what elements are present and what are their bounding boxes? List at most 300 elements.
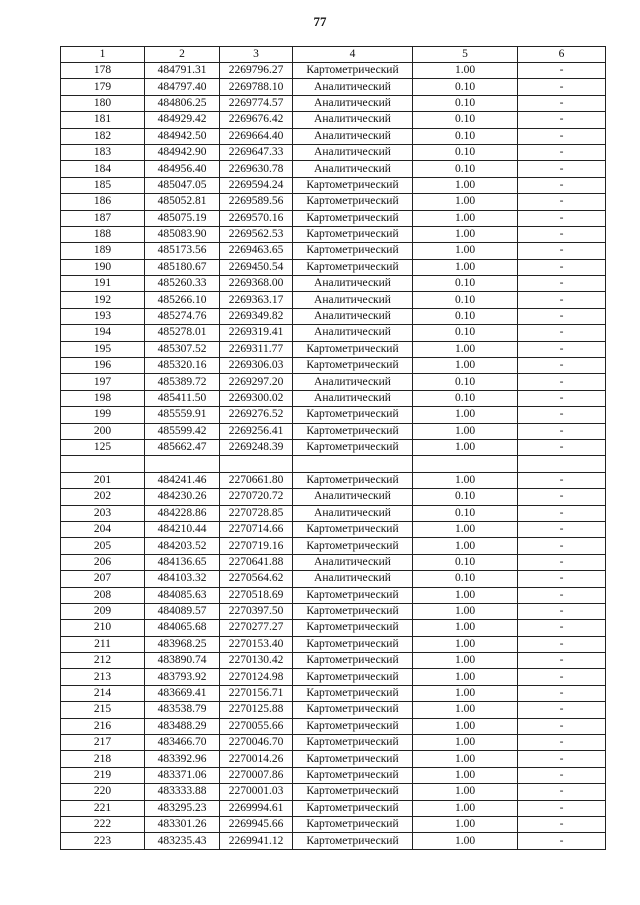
table-cell: 2270125.88 bbox=[220, 702, 293, 718]
table-cell: - bbox=[518, 685, 606, 701]
table-cell: - bbox=[518, 521, 606, 537]
table-cell: 195 bbox=[61, 341, 145, 357]
table-cell: Аналитический bbox=[293, 489, 413, 505]
table-cell: 0.10 bbox=[413, 505, 518, 521]
table-cell: 1.00 bbox=[413, 669, 518, 685]
table-cell: 212 bbox=[61, 653, 145, 669]
table-row bbox=[61, 79, 606, 95]
table-cell: 0.10 bbox=[413, 128, 518, 144]
table-cell: 2270720.72 bbox=[220, 489, 293, 505]
table-row bbox=[61, 538, 606, 554]
table-cell: - bbox=[518, 161, 606, 177]
table-cell: 0.10 bbox=[413, 144, 518, 160]
table-cell: 484089.57 bbox=[145, 603, 220, 619]
table-cell: 2269994.61 bbox=[220, 800, 293, 816]
table-cell: Аналитический bbox=[293, 292, 413, 308]
table-cell: 0.10 bbox=[413, 112, 518, 128]
table-cell: 484136.65 bbox=[145, 554, 220, 570]
table-cell: 2269796.27 bbox=[220, 63, 293, 79]
table-cell: 1.00 bbox=[413, 718, 518, 734]
table-cell: - bbox=[518, 702, 606, 718]
table-cell: - bbox=[518, 751, 606, 767]
table-row bbox=[61, 358, 606, 374]
table-cell: - bbox=[518, 505, 606, 521]
table-cell: Картометрический bbox=[293, 767, 413, 783]
table-cell: - bbox=[518, 833, 606, 849]
table-cell: 0.10 bbox=[413, 276, 518, 292]
table-cell: 1.00 bbox=[413, 63, 518, 79]
table-cell: 1.00 bbox=[413, 800, 518, 816]
table-cell: Аналитический bbox=[293, 554, 413, 570]
table-row bbox=[61, 161, 606, 177]
table-cell: 2269248.39 bbox=[220, 439, 293, 455]
table-header-row bbox=[61, 47, 606, 63]
table-row bbox=[61, 587, 606, 603]
table-row bbox=[61, 325, 606, 341]
table-cell: Картометрический bbox=[293, 259, 413, 275]
table-cell: - bbox=[518, 390, 606, 406]
table-cell: - bbox=[518, 292, 606, 308]
table-cell: 483371.06 bbox=[145, 767, 220, 783]
table-cell: 1.00 bbox=[413, 603, 518, 619]
table-cell: 1.00 bbox=[413, 243, 518, 259]
table-cell: 484230.26 bbox=[145, 489, 220, 505]
table-cell: 485559.91 bbox=[145, 407, 220, 423]
table-cell: - bbox=[518, 423, 606, 439]
table-cell: - bbox=[518, 177, 606, 193]
table-cell: 180 bbox=[61, 95, 145, 111]
table-row bbox=[61, 800, 606, 816]
table-cell: - bbox=[518, 341, 606, 357]
table-cell: 188 bbox=[61, 226, 145, 242]
table-cell: 2269368.00 bbox=[220, 276, 293, 292]
table-cell: 483669.41 bbox=[145, 685, 220, 701]
table-cell: 1.00 bbox=[413, 587, 518, 603]
table-cell: - bbox=[518, 767, 606, 783]
table-cell: 485266.10 bbox=[145, 292, 220, 308]
table-cell: 192 bbox=[61, 292, 145, 308]
table-cell: Аналитический bbox=[293, 571, 413, 587]
table-cell: Картометрический bbox=[293, 63, 413, 79]
table-cell: 204 bbox=[61, 521, 145, 537]
table-cell: - bbox=[518, 538, 606, 554]
table-cell: 0.10 bbox=[413, 161, 518, 177]
table-cell: Картометрический bbox=[293, 341, 413, 357]
table-cell: 485052.81 bbox=[145, 194, 220, 210]
table-cell: 2269363.17 bbox=[220, 292, 293, 308]
table-cell: Картометрический bbox=[293, 636, 413, 652]
table-cell: 483295.23 bbox=[145, 800, 220, 816]
table-cell: Картометрический bbox=[293, 751, 413, 767]
table-row bbox=[61, 259, 606, 275]
table-cell: 1.00 bbox=[413, 538, 518, 554]
table-cell: 2270130.42 bbox=[220, 653, 293, 669]
table-cell: Картометрический bbox=[293, 472, 413, 488]
table-cell: - bbox=[518, 112, 606, 128]
table-cell: Картометрический bbox=[293, 194, 413, 210]
table-row bbox=[61, 669, 606, 685]
table-row bbox=[61, 571, 606, 587]
header-cell: 2 bbox=[145, 47, 220, 63]
table-cell: 484203.52 bbox=[145, 538, 220, 554]
table-cell: Картометрический bbox=[293, 685, 413, 701]
table-cell: 1.00 bbox=[413, 735, 518, 751]
table-cell: 483301.26 bbox=[145, 816, 220, 832]
table-cell: 2269463.65 bbox=[220, 243, 293, 259]
table-cell: Картометрический bbox=[293, 816, 413, 832]
table-cell: 484103.32 bbox=[145, 571, 220, 587]
table-cell: 1.00 bbox=[413, 653, 518, 669]
table-cell: 222 bbox=[61, 816, 145, 832]
table-row bbox=[61, 472, 606, 488]
table-cell: 191 bbox=[61, 276, 145, 292]
table-cell bbox=[518, 456, 606, 472]
table-cell: Картометрический bbox=[293, 243, 413, 259]
table-cell: 1.00 bbox=[413, 784, 518, 800]
table-cell: 484956.40 bbox=[145, 161, 220, 177]
table-cell: 484929.42 bbox=[145, 112, 220, 128]
table-cell: 485662.47 bbox=[145, 439, 220, 455]
table-cell: 485083.90 bbox=[145, 226, 220, 242]
table-cell: 189 bbox=[61, 243, 145, 259]
header-cell: 5 bbox=[413, 47, 518, 63]
table-cell bbox=[61, 456, 145, 472]
table-cell: 2270641.88 bbox=[220, 554, 293, 570]
table-row bbox=[61, 489, 606, 505]
table-row bbox=[61, 407, 606, 423]
table-row bbox=[61, 243, 606, 259]
table-cell: 0.10 bbox=[413, 325, 518, 341]
table-cell: 484085.63 bbox=[145, 587, 220, 603]
table-cell: Аналитический bbox=[293, 128, 413, 144]
table-row bbox=[61, 177, 606, 193]
table-cell: - bbox=[518, 63, 606, 79]
table-cell: - bbox=[518, 571, 606, 587]
table-cell: 2270007.86 bbox=[220, 767, 293, 783]
table-cell: 2270014.26 bbox=[220, 751, 293, 767]
table-cell: 485411.50 bbox=[145, 390, 220, 406]
table-row bbox=[61, 833, 606, 849]
table-row bbox=[61, 521, 606, 537]
table-cell: - bbox=[518, 718, 606, 734]
table-cell: 1.00 bbox=[413, 194, 518, 210]
table-cell: 484942.90 bbox=[145, 144, 220, 160]
table-cell: Аналитический bbox=[293, 161, 413, 177]
table-cell: 2270046.70 bbox=[220, 735, 293, 751]
table-cell: 218 bbox=[61, 751, 145, 767]
table-row bbox=[61, 226, 606, 242]
table-cell: 2269256.41 bbox=[220, 423, 293, 439]
table-cell: 221 bbox=[61, 800, 145, 816]
table-cell: Картометрический bbox=[293, 718, 413, 734]
table-row bbox=[61, 112, 606, 128]
table-cell: 484210.44 bbox=[145, 521, 220, 537]
table-cell: 207 bbox=[61, 571, 145, 587]
table-cell: Картометрический bbox=[293, 702, 413, 718]
table-cell: 1.00 bbox=[413, 341, 518, 357]
table-cell: Аналитический bbox=[293, 95, 413, 111]
table-cell: 182 bbox=[61, 128, 145, 144]
table-cell: 1.00 bbox=[413, 521, 518, 537]
table-cell: 2269630.78 bbox=[220, 161, 293, 177]
table-cell: Картометрический bbox=[293, 800, 413, 816]
table-cell: 2269570.16 bbox=[220, 210, 293, 226]
table-cell: 203 bbox=[61, 505, 145, 521]
table-cell: 187 bbox=[61, 210, 145, 226]
table-cell: 217 bbox=[61, 735, 145, 751]
table-cell: 1.00 bbox=[413, 767, 518, 783]
table-cell: 483488.29 bbox=[145, 718, 220, 734]
table-row bbox=[61, 276, 606, 292]
table-cell: 485260.33 bbox=[145, 276, 220, 292]
table-cell: 2270124.98 bbox=[220, 669, 293, 685]
table-cell: 2269276.52 bbox=[220, 407, 293, 423]
table-cell: 183 bbox=[61, 144, 145, 160]
table-row bbox=[61, 603, 606, 619]
table-cell: Аналитический bbox=[293, 144, 413, 160]
table-cell bbox=[293, 456, 413, 472]
table-cell: 485180.67 bbox=[145, 259, 220, 275]
table-cell: 1.00 bbox=[413, 259, 518, 275]
table-cell: - bbox=[518, 784, 606, 800]
table-row bbox=[61, 210, 606, 226]
table-row bbox=[61, 702, 606, 718]
table-cell: 485307.52 bbox=[145, 341, 220, 357]
table-cell: 2269311.77 bbox=[220, 341, 293, 357]
table-cell: 0.10 bbox=[413, 308, 518, 324]
table-cell: - bbox=[518, 194, 606, 210]
table-row bbox=[61, 653, 606, 669]
table-cell: 483466.70 bbox=[145, 735, 220, 751]
table-row bbox=[61, 554, 606, 570]
table-cell: Картометрический bbox=[293, 784, 413, 800]
table-cell: - bbox=[518, 144, 606, 160]
table-cell: - bbox=[518, 554, 606, 570]
table-cell: Аналитический bbox=[293, 390, 413, 406]
table-cell: 2269945.66 bbox=[220, 816, 293, 832]
table-cell: 2270001.03 bbox=[220, 784, 293, 800]
table-cell: 125 bbox=[61, 439, 145, 455]
table-row bbox=[61, 144, 606, 160]
table-cell: 2269664.40 bbox=[220, 128, 293, 144]
table-cell: Картометрический bbox=[293, 407, 413, 423]
table-cell: 181 bbox=[61, 112, 145, 128]
table-cell: 2269941.12 bbox=[220, 833, 293, 849]
table-cell: 483235.43 bbox=[145, 833, 220, 849]
table-cell: - bbox=[518, 243, 606, 259]
header-cell: 6 bbox=[518, 47, 606, 63]
table-cell: - bbox=[518, 669, 606, 685]
table-cell: - bbox=[518, 95, 606, 111]
table-cell: 2269297.20 bbox=[220, 374, 293, 390]
table-cell: Картометрический bbox=[293, 439, 413, 455]
table-cell: - bbox=[518, 735, 606, 751]
table-cell: 485047.05 bbox=[145, 177, 220, 193]
table-cell: 0.10 bbox=[413, 390, 518, 406]
table-cell: 214 bbox=[61, 685, 145, 701]
table-cell: - bbox=[518, 489, 606, 505]
table-cell: 1.00 bbox=[413, 636, 518, 652]
table-cell: Аналитический bbox=[293, 79, 413, 95]
table-cell: Картометрический bbox=[293, 620, 413, 636]
table-cell: 1.00 bbox=[413, 407, 518, 423]
table-row bbox=[61, 784, 606, 800]
table-cell: 178 bbox=[61, 63, 145, 79]
table-cell: Аналитический bbox=[293, 374, 413, 390]
table-row bbox=[61, 194, 606, 210]
table-cell bbox=[220, 456, 293, 472]
table-cell: 0.10 bbox=[413, 489, 518, 505]
table-row bbox=[61, 718, 606, 734]
table-cell: Аналитический bbox=[293, 325, 413, 341]
table-cell: 2269319.41 bbox=[220, 325, 293, 341]
table-cell: 179 bbox=[61, 79, 145, 95]
table-cell: 483793.92 bbox=[145, 669, 220, 685]
table-cell: - bbox=[518, 636, 606, 652]
table-row bbox=[61, 374, 606, 390]
table-cell: 184 bbox=[61, 161, 145, 177]
table-cell: 202 bbox=[61, 489, 145, 505]
table-cell: 483392.96 bbox=[145, 751, 220, 767]
table-cell: 484791.31 bbox=[145, 63, 220, 79]
table-cell: 209 bbox=[61, 603, 145, 619]
table-cell: - bbox=[518, 308, 606, 324]
table-cell: 485599.42 bbox=[145, 423, 220, 439]
table-cell: 2269300.02 bbox=[220, 390, 293, 406]
table-cell: 2270156.71 bbox=[220, 685, 293, 701]
table-cell: 484942.50 bbox=[145, 128, 220, 144]
table-cell: 1.00 bbox=[413, 702, 518, 718]
table-cell: 2270719.16 bbox=[220, 538, 293, 554]
table-row bbox=[61, 308, 606, 324]
table-row bbox=[61, 751, 606, 767]
table-cell: 194 bbox=[61, 325, 145, 341]
table-cell: 2270714.66 bbox=[220, 521, 293, 537]
table-cell bbox=[413, 456, 518, 472]
table-cell: 1.00 bbox=[413, 472, 518, 488]
table-cell: Картометрический bbox=[293, 587, 413, 603]
header-cell: 4 bbox=[293, 47, 413, 63]
header-cell: 1 bbox=[61, 47, 145, 63]
table-cell: 216 bbox=[61, 718, 145, 734]
table-cell: Картометрический bbox=[293, 603, 413, 619]
header-cell: 3 bbox=[220, 47, 293, 63]
table-cell: 198 bbox=[61, 390, 145, 406]
table-cell: - bbox=[518, 407, 606, 423]
table-cell: 484228.86 bbox=[145, 505, 220, 521]
table-cell: - bbox=[518, 210, 606, 226]
table-cell: - bbox=[518, 439, 606, 455]
table-cell: 0.10 bbox=[413, 95, 518, 111]
table-row bbox=[61, 685, 606, 701]
table-cell: 219 bbox=[61, 767, 145, 783]
table-cell: 1.00 bbox=[413, 177, 518, 193]
table-cell: 1.00 bbox=[413, 210, 518, 226]
table-cell: 1.00 bbox=[413, 226, 518, 242]
table-cell: 210 bbox=[61, 620, 145, 636]
table-row bbox=[61, 636, 606, 652]
table-row bbox=[61, 341, 606, 357]
table-cell: Картометрический bbox=[293, 358, 413, 374]
table-cell: Картометрический bbox=[293, 653, 413, 669]
table-cell: 485274.76 bbox=[145, 308, 220, 324]
table-cell: 0.10 bbox=[413, 79, 518, 95]
table-cell: Аналитический bbox=[293, 308, 413, 324]
table-row bbox=[61, 128, 606, 144]
table-row bbox=[61, 816, 606, 832]
table-cell: 485278.01 bbox=[145, 325, 220, 341]
table-cell: 2269306.03 bbox=[220, 358, 293, 374]
table-cell: - bbox=[518, 325, 606, 341]
table-cell: Аналитический bbox=[293, 505, 413, 521]
table-cell: Картометрический bbox=[293, 735, 413, 751]
table-cell: 1.00 bbox=[413, 620, 518, 636]
table-cell: Аналитический bbox=[293, 276, 413, 292]
table-row bbox=[61, 423, 606, 439]
table-cell: 199 bbox=[61, 407, 145, 423]
table-cell: 0.10 bbox=[413, 292, 518, 308]
table-cell: 483538.79 bbox=[145, 702, 220, 718]
table-row bbox=[61, 505, 606, 521]
table-cell: 0.10 bbox=[413, 571, 518, 587]
table-cell: 2270153.40 bbox=[220, 636, 293, 652]
table-row bbox=[61, 735, 606, 751]
table-row bbox=[61, 95, 606, 111]
table-cell: 484797.40 bbox=[145, 79, 220, 95]
table-cell: Картометрический bbox=[293, 423, 413, 439]
table-cell: 215 bbox=[61, 702, 145, 718]
table-cell: 2270277.27 bbox=[220, 620, 293, 636]
table-cell: 484065.68 bbox=[145, 620, 220, 636]
table-cell: 485320.16 bbox=[145, 358, 220, 374]
table-cell: - bbox=[518, 259, 606, 275]
table-cell: 2269562.53 bbox=[220, 226, 293, 242]
table-cell: - bbox=[518, 587, 606, 603]
table-cell: 197 bbox=[61, 374, 145, 390]
table-cell: - bbox=[518, 79, 606, 95]
table-cell: 2270564.62 bbox=[220, 571, 293, 587]
table-cell: 2269788.10 bbox=[220, 79, 293, 95]
table-cell: 223 bbox=[61, 833, 145, 849]
table-cell: 2269647.33 bbox=[220, 144, 293, 160]
table-cell: - bbox=[518, 653, 606, 669]
table-cell: 201 bbox=[61, 472, 145, 488]
table-cell: 205 bbox=[61, 538, 145, 554]
table-cell: 1.00 bbox=[413, 816, 518, 832]
table-cell: 2270055.66 bbox=[220, 718, 293, 734]
table-row bbox=[61, 620, 606, 636]
table-row bbox=[61, 439, 606, 455]
table-row bbox=[61, 292, 606, 308]
table-cell: 1.00 bbox=[413, 685, 518, 701]
table-cell: - bbox=[518, 374, 606, 390]
table-cell: - bbox=[518, 276, 606, 292]
table-cell: 2269594.24 bbox=[220, 177, 293, 193]
table-cell: 2269349.82 bbox=[220, 308, 293, 324]
table-cell: Аналитический bbox=[293, 112, 413, 128]
table-cell: 208 bbox=[61, 587, 145, 603]
table-cell: 190 bbox=[61, 259, 145, 275]
table-row bbox=[61, 63, 606, 79]
table-cell: 485075.19 bbox=[145, 210, 220, 226]
table-cell: - bbox=[518, 358, 606, 374]
table-cell: 483890.74 bbox=[145, 653, 220, 669]
table-cell: 186 bbox=[61, 194, 145, 210]
table-cell: 2269589.56 bbox=[220, 194, 293, 210]
table-cell: Картометрический bbox=[293, 538, 413, 554]
table-cell: 0.10 bbox=[413, 554, 518, 570]
table-cell: 2269676.42 bbox=[220, 112, 293, 128]
